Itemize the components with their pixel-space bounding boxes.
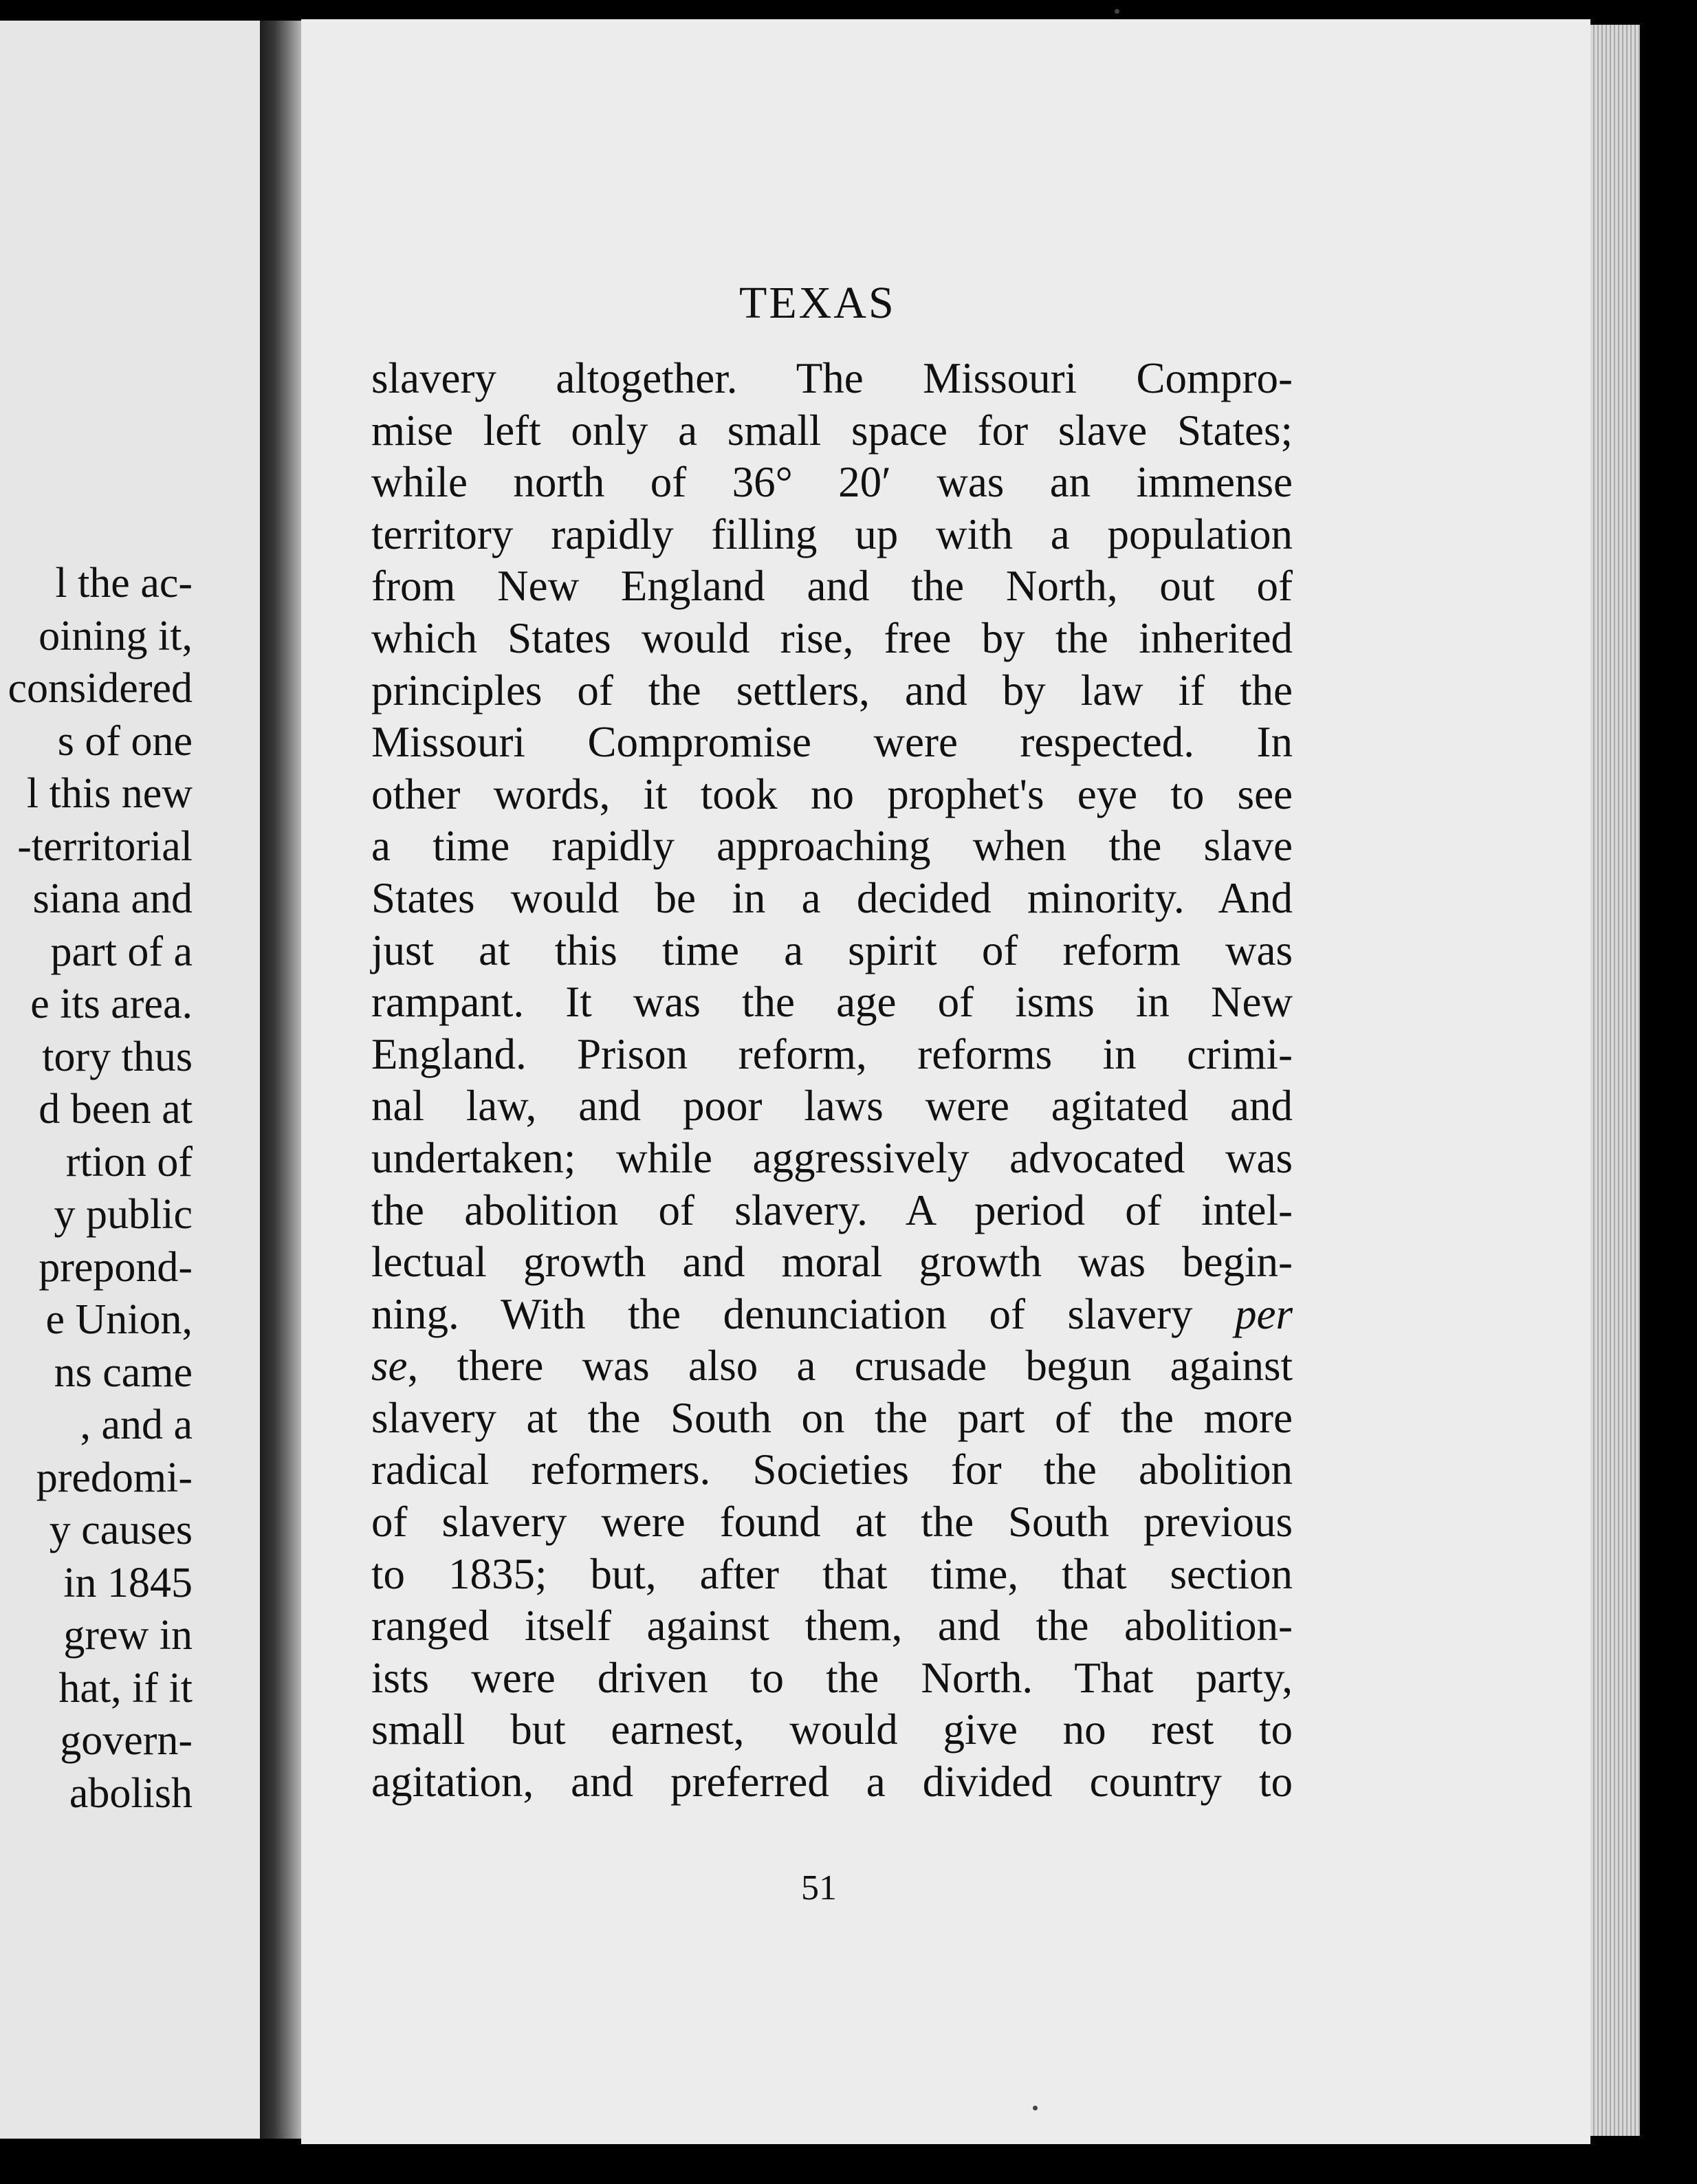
- text-line: ns came: [54, 1348, 193, 1396]
- text-line: in 1845: [63, 1559, 193, 1606]
- scan-speck: [1115, 9, 1119, 14]
- text-line: slavery altogether. The Missouri Compro-: [371, 354, 1293, 402]
- text-line: e its area.: [30, 981, 193, 1027]
- text-line: prepond-: [39, 1243, 193, 1291]
- text-line: ranged itself against them, and the abolition-: [371, 1602, 1293, 1650]
- text-line: England. Prison reform, reforms in crimi-: [371, 1029, 1293, 1078]
- text-line: agitation, and preferred a divided country to: [371, 1758, 1293, 1806]
- text-line: ning. With the denunciation of slavery per: [371, 1289, 1293, 1338]
- text-line: small but earnest, would give no rest to: [371, 1705, 1293, 1754]
- text-line: radical reformers. Societies for the abolition: [371, 1445, 1293, 1494]
- text-line: govern-: [60, 1717, 193, 1764]
- text-line: grew in: [63, 1612, 193, 1659]
- text-line: slavery at the South on the part of the more: [371, 1393, 1293, 1442]
- text-line: principles of the settlers, and by law if the: [371, 666, 1293, 714]
- text-line: y public: [54, 1191, 193, 1238]
- text-line: part of a: [50, 928, 193, 975]
- text-line: considered: [8, 665, 193, 712]
- scan-speck: [1033, 2106, 1038, 2110]
- text-line: lectual growth and moral growth was begin-: [371, 1238, 1293, 1287]
- text-line: of slavery were found at the South previous: [371, 1498, 1293, 1547]
- text-line: ists were driven to the North. That party,: [371, 1653, 1293, 1702]
- page-edges: [1590, 25, 1640, 2136]
- text-line: just at this time a spirit of reform was: [371, 926, 1293, 974]
- italic-phrase: per: [1235, 1289, 1293, 1338]
- text-line: e Union,: [45, 1296, 193, 1343]
- text-line: l this new: [26, 770, 193, 817]
- left-page-text: [8, 557, 193, 1820]
- left-page: [0, 21, 265, 2139]
- text-line: hat, if it: [58, 1664, 193, 1712]
- text-line: while north of 36° 20′ was an immense: [371, 458, 1293, 507]
- text-line: from New England and the North, out of: [371, 562, 1293, 611]
- text-line: y causes: [49, 1507, 193, 1553]
- text-line: , and a: [80, 1401, 193, 1448]
- text-line: States would be in a decided minority. And: [371, 873, 1293, 922]
- text-line: the abolition of slavery. A period of intel-: [371, 1186, 1293, 1234]
- text-line: l the ac-: [55, 560, 193, 607]
- italic-phrase: se: [371, 1342, 408, 1390]
- text-line: se, there was also a crusade begun against: [371, 1342, 1293, 1390]
- text-line: a time rapidly approaching when the slave: [371, 822, 1293, 871]
- text-line: s of one: [57, 717, 193, 765]
- text-line: d been at: [39, 1086, 193, 1133]
- text-line: rampant. It was the age of isms in New: [371, 978, 1293, 1027]
- body-text: [371, 353, 1293, 1809]
- text-line: -territorial: [17, 822, 193, 870]
- text-line: nal law, and poor laws were agitated and: [371, 1082, 1293, 1131]
- text-line: mise left only a small space for slave States;: [371, 406, 1293, 455]
- page-number: 51: [801, 1868, 837, 1908]
- book-gutter: [260, 21, 303, 2139]
- text-line: other words, it took no prophet's eye to see: [371, 769, 1293, 818]
- text-line: undertaken; while aggressively advocated was: [371, 1133, 1293, 1182]
- text-line: rtion of: [65, 1138, 193, 1186]
- text-line: abolish: [69, 1769, 193, 1817]
- text-line: to 1835; but, after that time, that section: [371, 1549, 1293, 1598]
- running-head: TEXAS: [739, 278, 896, 328]
- text-line: oining it,: [39, 612, 193, 659]
- text-line: territory rapidly filling up with a population: [371, 510, 1293, 558]
- text-line: siana and: [32, 875, 193, 922]
- text-line: tory thus: [42, 1033, 193, 1080]
- text-line: which States would rise, free by the inherited: [371, 613, 1293, 662]
- text-line: predomi-: [36, 1454, 193, 1501]
- text-line: Missouri Compromise were respected. In: [371, 718, 1293, 767]
